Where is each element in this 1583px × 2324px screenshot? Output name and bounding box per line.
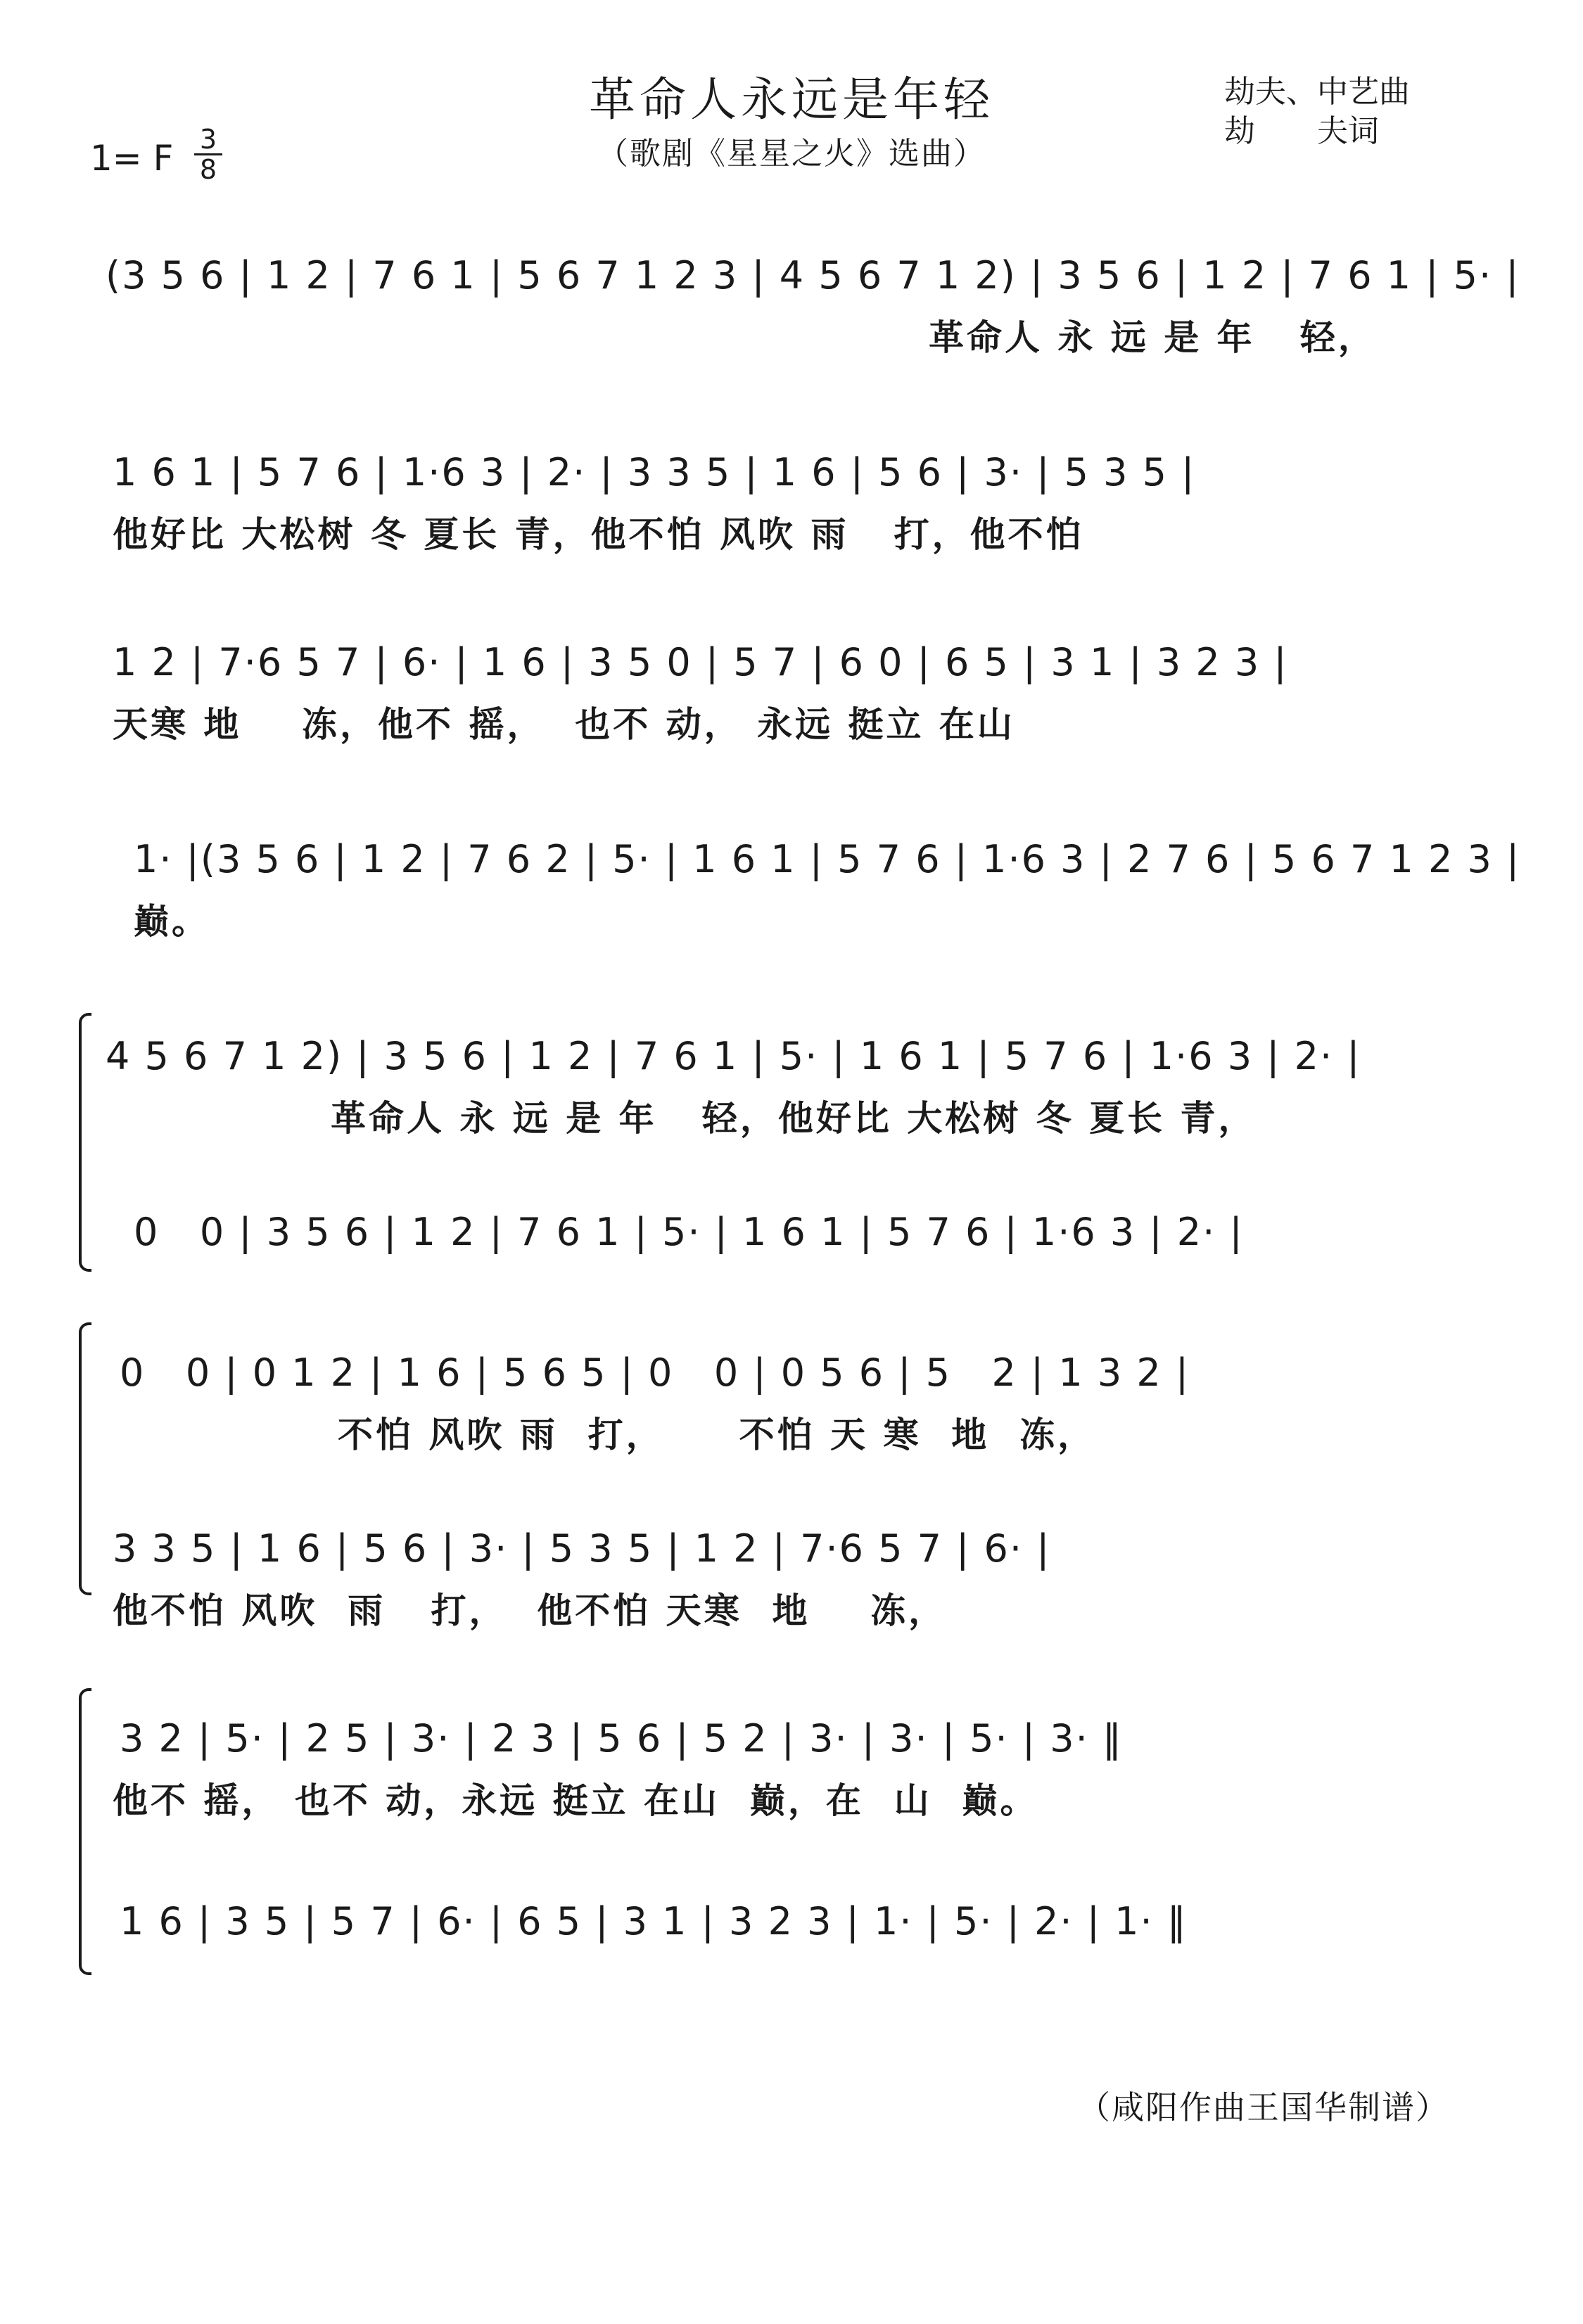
- notation-line-9: 3 2 | 5· | 2 5 | 3· | 2 3 | 5 6 | 5 2 | 3· | 3· | 5· | 3· ‖: [120, 1716, 1123, 1761]
- lyrics-line-5: 革命人 永 远 是 年 轻，他好比 大松树 冬 夏长 青，: [331, 1097, 1257, 1139]
- lyrics-line-9: 他不 摇， 也不 动，永远 挺立 在山 巅，在 山 巅。: [113, 1780, 1038, 1821]
- lyrics-line-2: 他好比 大松树 冬 夏长 青，他不怕 风吹 雨 打，他不怕: [113, 513, 1084, 555]
- notation-line-5: 4 5 6 7 1 2) | 3 5 6 | 1 2 | 7 6 1 | 5· | 1 6 1 | 5 7 6 | 1·6 3 | 2· |: [106, 1034, 1361, 1078]
- system-brace-3: [79, 1688, 91, 1975]
- lyrics-line-1: 革命人 永 远 是 年 轻，: [929, 317, 1376, 358]
- notation-line-10: 1 6 | 3 5 | 5 7 | 6· | 6 5 | 3 1 | 3 2 3 | 1· | 5· | 2· | 1· ‖: [120, 1899, 1188, 1943]
- composer-credit: 劫夫、中艺曲: [1224, 74, 1410, 110]
- song-subtitle: （歌剧《星星之火》选曲）: [597, 136, 986, 172]
- time-signature-denominator: 8: [199, 154, 217, 185]
- time-signature-numerator: 3: [194, 125, 222, 155]
- notation-line-1: (3 5 6 | 1 2 | 7 6 1 | 5 6 7 1 2 3 | 4 5 6 7 1 2) | 3 5 6 | 1 2 | 7 6 1 | 5· |: [106, 253, 1520, 298]
- key-signature: 1= F: [90, 138, 174, 179]
- notation-line-3: 1 2 | 7·6 5 7 | 6· | 1 6 | 3 5 0 | 5 7 | 6 0 | 6 5 | 3 1 | 3 2 3 |: [113, 640, 1288, 684]
- lyrics-line-3: 天寒 地 冻，他不 摇， 也不 动， 永远 挺立 在山: [113, 703, 1015, 745]
- notation-line-7: 0 0 | 0 1 2 | 1 6 | 5 6 5 | 0 0 | 0 5 6 | 5 2 | 1 3 2 |: [120, 1351, 1190, 1395]
- song-title: 革命人永远是年轻: [589, 72, 994, 127]
- lyrics-line-4: 巅。: [134, 900, 210, 942]
- time-signature: [194, 125, 222, 184]
- notation-line-6: 0 0 | 3 5 6 | 1 2 | 7 6 1 | 5· | 1 6 1 | 5 7 6 | 1·6 3 | 2· |: [134, 1210, 1244, 1254]
- lyricist-credit: 劫 夫词: [1224, 113, 1379, 149]
- notation-line-4: 1· |(3 5 6 | 1 2 | 7 6 2 | 5· | 1 6 1 | 5 7 6 | 1·6 3 | 2 7 6 | 5 6 7 1 2 3 |: [134, 837, 1521, 881]
- system-brace-1: [79, 1013, 91, 1272]
- footer-credit: （咸阳作曲王国华制谱）: [1078, 2088, 1449, 2126]
- lyrics-line-7: 不怕 风吹 雨 打， 不怕 天 寒 地 冻，: [338, 1414, 1096, 1455]
- notation-line-2: 1 6 1 | 5 7 6 | 1·6 3 | 2· | 3 3 5 | 1 6 | 5 6 | 3· | 5 3 5 |: [113, 450, 1196, 494]
- notation-line-8: 3 3 5 | 1 6 | 5 6 | 3· | 5 3 5 | 1 2 | 7·6 5 7 | 6· |: [113, 1526, 1051, 1571]
- system-brace-2: [79, 1322, 91, 1595]
- lyrics-line-8: 他不怕 风吹 雨 打， 他不怕 天寒 地 冻，: [113, 1590, 947, 1631]
